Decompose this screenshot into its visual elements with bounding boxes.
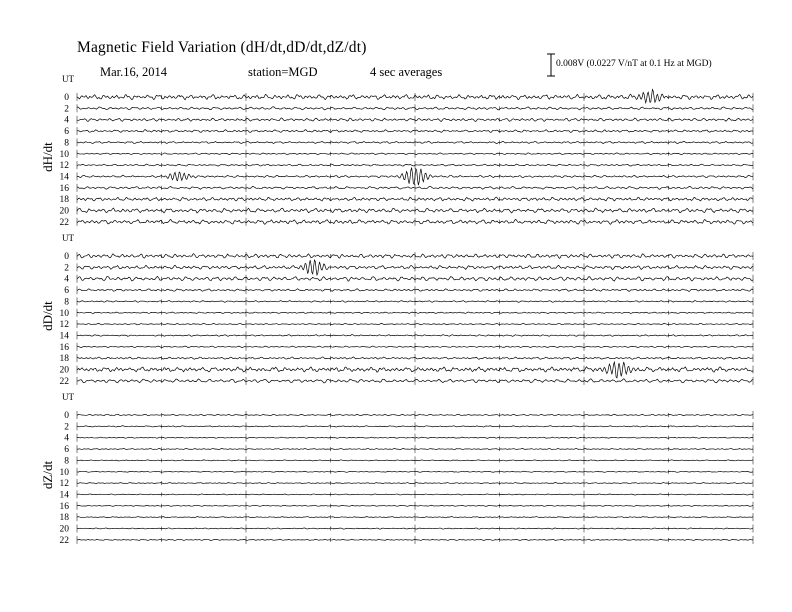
- row-tick-label: 6: [64, 127, 69, 138]
- row-tick-label: 14: [59, 490, 69, 501]
- y-axis-label: dH/dt: [40, 142, 55, 172]
- row-tick-label: 10: [59, 149, 69, 160]
- row-tick-label: 16: [59, 183, 69, 194]
- ut-label: UT: [62, 392, 74, 402]
- ut-label: UT: [62, 74, 74, 84]
- row-tick-label: 0: [64, 411, 69, 421]
- row-tick-label: 10: [59, 467, 69, 478]
- row-tick-label: 20: [59, 365, 69, 376]
- row-tick-label: 20: [59, 524, 69, 535]
- row-tick-label: 2: [64, 104, 69, 115]
- averaging-label: 4 sec averages: [370, 65, 443, 79]
- row-tick-label: 16: [59, 342, 69, 353]
- station-label: station=MGD: [248, 65, 318, 79]
- y-axis-label: dZ/dt: [40, 460, 55, 490]
- row-tick-label: 4: [64, 274, 69, 285]
- row-tick-label: 18: [59, 513, 69, 524]
- row-tick-label: 0: [64, 252, 69, 262]
- row-tick-label: 22: [59, 376, 69, 387]
- row-tick-label: 12: [59, 479, 69, 490]
- row-tick-label: 12: [59, 320, 69, 331]
- row-tick-label: 8: [64, 456, 69, 467]
- row-tick-label: 2: [64, 263, 69, 274]
- trace-line: [77, 362, 753, 378]
- row-tick-label: 8: [64, 297, 69, 308]
- row-tick-label: 20: [59, 206, 69, 217]
- panel-dhdt: [40, 74, 753, 228]
- trace-line: [77, 168, 753, 186]
- row-tick-label: 14: [59, 331, 69, 342]
- row-tick-label: 8: [64, 138, 69, 149]
- row-tick-label: 10: [59, 308, 69, 319]
- row-tick-label: 6: [64, 286, 69, 297]
- ut-label: UT: [62, 233, 74, 243]
- row-tick-label: 0: [64, 93, 69, 103]
- row-tick-label: 6: [64, 445, 69, 456]
- row-tick-label: 18: [59, 354, 69, 365]
- row-tick-label: 4: [64, 433, 69, 444]
- row-tick-label: 22: [59, 217, 69, 228]
- panel-dzdt: [40, 392, 753, 546]
- row-tick-label: 2: [64, 422, 69, 433]
- row-tick-label: 14: [59, 172, 69, 183]
- panel-dddt: [40, 233, 753, 387]
- row-tick-label: 12: [59, 161, 69, 172]
- row-tick-label: 22: [59, 535, 69, 546]
- date-label: Mar.16, 2014: [100, 65, 168, 79]
- scale-note: 0.008V (0.0227 V/nT at 0.1 Hz at MGD): [556, 59, 712, 69]
- row-tick-label: 16: [59, 501, 69, 512]
- row-tick-label: 18: [59, 195, 69, 206]
- figure-title: Magnetic Field Variation (dH/dt,dD/dt,dZ/dt): [77, 39, 367, 56]
- row-tick-label: 4: [64, 115, 69, 126]
- y-axis-label: dD/dt: [40, 301, 55, 331]
